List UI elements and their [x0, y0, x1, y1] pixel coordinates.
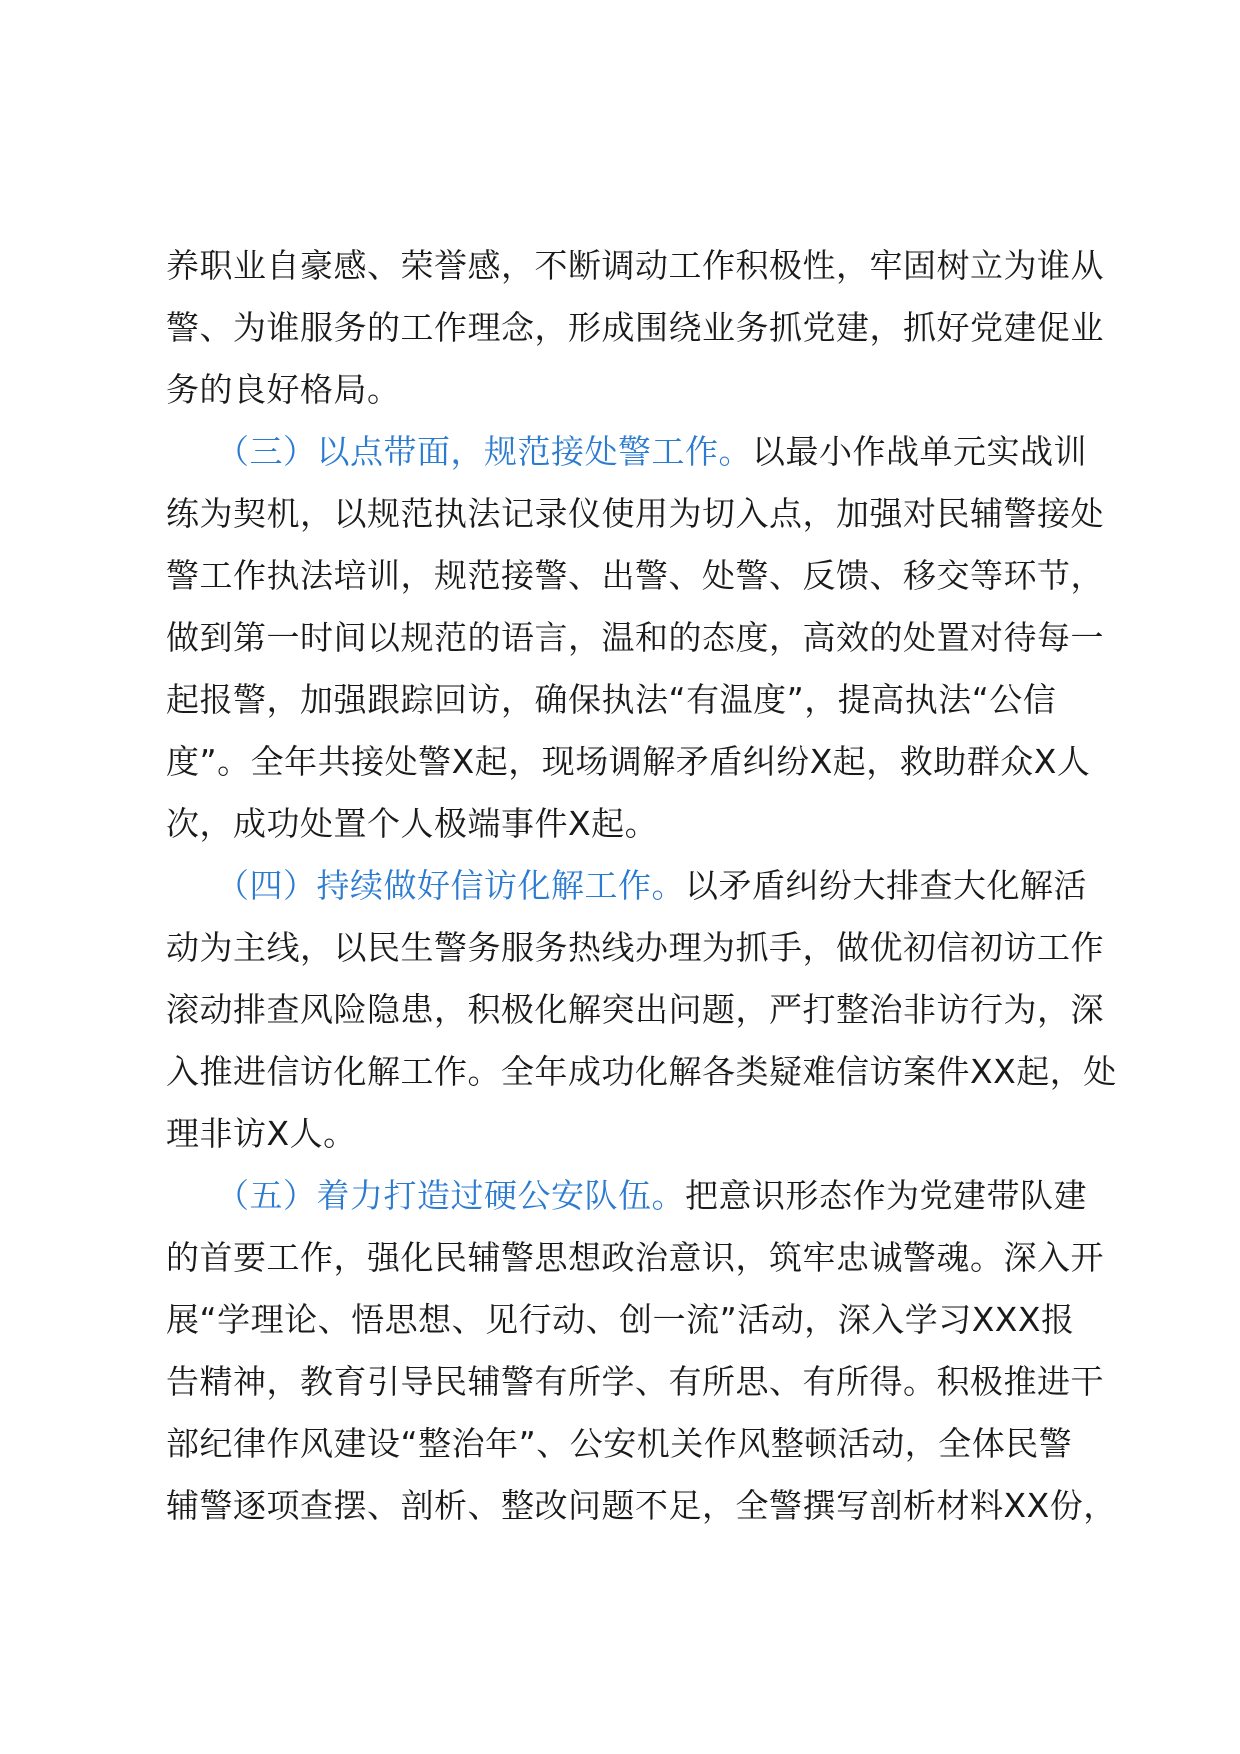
paragraph-section-4: [166, 855, 1117, 1165]
section-heading: （四）持续做好信访化解工作。: [216, 866, 685, 905]
text-line: 部纪律作风建设“整治年”、公安机关作风整顿活动，全体民警: [166, 1424, 1073, 1463]
text-line: 做到第一时间以规范的语言，温和的态度，高效的处置对待每一: [166, 618, 1104, 657]
paragraph-section-3: [166, 421, 1106, 855]
text-line: 辅警逐项查摆、剖析、整改问题不足，全警撰写剖析材料XX份，: [166, 1486, 1117, 1525]
text-line: 入推进信访化解工作。全年成功化解各类疑难信访案件XX起，处: [166, 1052, 1117, 1091]
text-line: 起报警，加强跟踪回访，确保执法“有温度”，提高执法“公信: [166, 680, 1057, 719]
text-line: [166, 855, 1106, 917]
text-line: 展“学理论、悟思想、见行动、创一流”活动，深入学习XXX报: [166, 1300, 1075, 1339]
document-body: [166, 235, 1117, 1537]
text-line: 警工作执法培训，规范接警、出警、处警、反馈、移交等环节，: [166, 556, 1104, 595]
text-span: 以最小作战单元实战训: [752, 432, 1087, 471]
text-line: 的首要工作，强化民辅警思想政治意识，筑牢忠诚警魂。深入开: [166, 1238, 1104, 1277]
section-heading: （五）着力打造过硬公安队伍。: [216, 1176, 685, 1215]
text-line: 理非访X人。: [166, 1114, 357, 1153]
text-line: 练为契机，以规范执法记录仪使用为切入点，加强对民辅警接处: [166, 494, 1104, 533]
section-heading: （三）以点带面，规范接处警工作。: [216, 432, 752, 471]
text-line: 务的良好格局。: [166, 370, 401, 409]
text-line: 滚动排查风险隐患，积极化解突出问题，严打整治非访行为，深: [166, 990, 1104, 1029]
text-line: 告精神，教育引导民辅警有所学、有所思、有所得。积极推进干: [166, 1362, 1104, 1401]
paragraph-continuation: [166, 235, 1106, 421]
text-line: [166, 1165, 1106, 1227]
text-span: 把意识形态作为党建带队建: [685, 1176, 1087, 1215]
text-line: 度”。全年共接处警X起，现场调解矛盾纠纷X起，救助群众X人: [166, 742, 1091, 781]
text-line: [166, 421, 1106, 483]
text-line: 次，成功处置个人极端事件X起。: [166, 804, 659, 843]
text-span: 以矛盾纠纷大排查大化解活: [685, 866, 1087, 905]
text-line: 养职业自豪感、荣誉感，不断调动工作积极性，牢固树立为谁从: [166, 246, 1104, 285]
text-line: 警、为谁服务的工作理念，形成围绕业务抓党建，抓好党建促业: [166, 308, 1104, 347]
text-line: 动为主线，以民生警务服务热线办理为抓手，做优初信初访工作: [166, 928, 1104, 967]
paragraph-section-5: [166, 1165, 1117, 1537]
